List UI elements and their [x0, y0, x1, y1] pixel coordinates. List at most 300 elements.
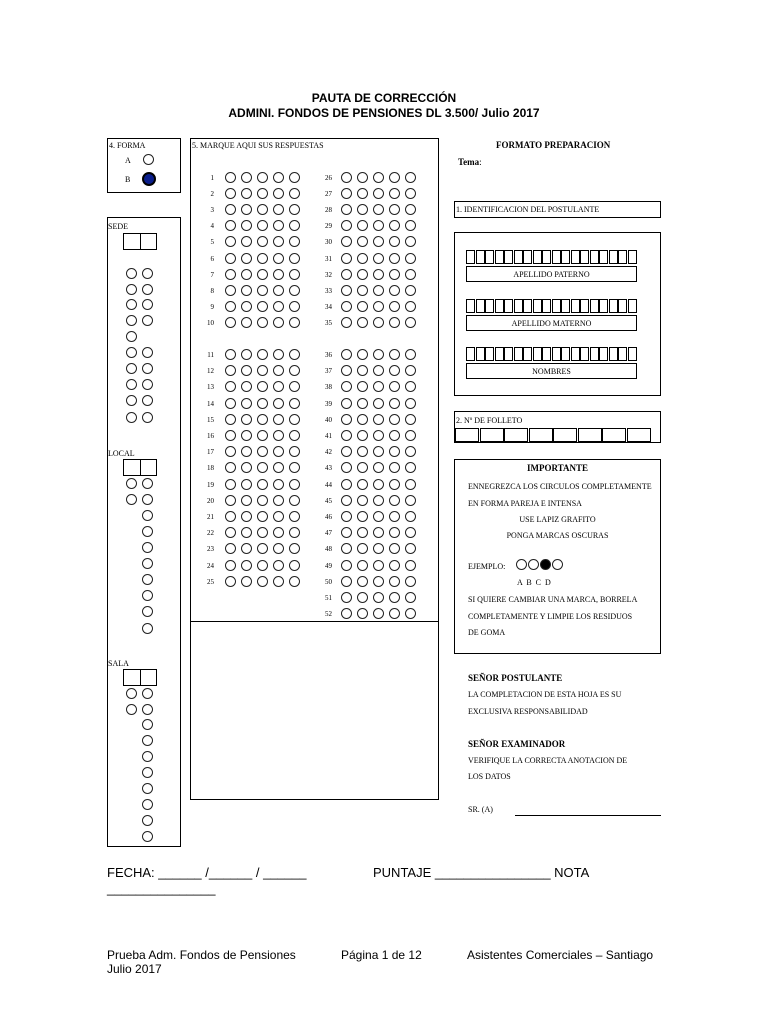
- answer-bubble[interactable]: [373, 253, 384, 264]
- answer-bubble[interactable]: [225, 511, 236, 522]
- local-label: LOCAL: [108, 449, 135, 458]
- apellido-materno-cell[interactable]: [466, 299, 475, 313]
- answer-bubble[interactable]: [241, 269, 252, 280]
- answer-bubble[interactable]: [357, 317, 368, 328]
- answer-bubble[interactable]: [405, 414, 416, 425]
- answer-bubble[interactable]: [389, 349, 400, 360]
- answer-bubble[interactable]: [373, 592, 384, 603]
- answer-bubble[interactable]: [289, 576, 300, 587]
- answer-bubble[interactable]: [389, 495, 400, 506]
- local-bubble[interactable]: [126, 478, 137, 489]
- sede-bubble[interactable]: [142, 315, 153, 326]
- local-bubble[interactable]: [126, 494, 137, 505]
- question-number: 24: [207, 561, 214, 570]
- apellido-paterno-cell[interactable]: [618, 250, 627, 264]
- answer-bubble[interactable]: [373, 479, 384, 490]
- apellido-paterno-cell[interactable]: [628, 250, 637, 264]
- nombres-cell[interactable]: [599, 347, 608, 361]
- answer-bubble[interactable]: [289, 560, 300, 571]
- answer-bubble[interactable]: [273, 253, 284, 264]
- answer-bubble[interactable]: [373, 414, 384, 425]
- question-number: 20: [207, 496, 214, 505]
- answer-bubble[interactable]: [273, 495, 284, 506]
- local-code-box[interactable]: [123, 459, 157, 476]
- apellido-materno-cell[interactable]: [485, 299, 494, 313]
- answer-bubble[interactable]: [289, 301, 300, 312]
- answer-bubble[interactable]: [405, 317, 416, 328]
- answer-bubble[interactable]: [241, 398, 252, 409]
- answer-bubble[interactable]: [273, 172, 284, 183]
- apellido-paterno-cell[interactable]: [552, 250, 561, 264]
- answer-bubble[interactable]: [273, 398, 284, 409]
- apellido-materno-cell[interactable]: [542, 299, 551, 313]
- answer-bubble[interactable]: [357, 172, 368, 183]
- question-number: 45: [325, 496, 332, 505]
- nombres-cell[interactable]: [514, 347, 523, 361]
- apellido-paterno-cell[interactable]: [571, 250, 580, 264]
- sede-bubble[interactable]: [126, 347, 137, 358]
- sala-bubble[interactable]: [126, 704, 137, 715]
- folleto-cell[interactable]: [504, 428, 528, 442]
- answer-bubble[interactable]: [257, 301, 268, 312]
- examinador-line2: LOS DATOS: [468, 772, 511, 781]
- ejemplo-letters: A B C D: [517, 578, 552, 587]
- answer-bubble[interactable]: [257, 285, 268, 296]
- answer-bubble[interactable]: [341, 576, 352, 587]
- answer-bubble[interactable]: [341, 560, 352, 571]
- apellido-paterno-cell[interactable]: [609, 250, 618, 264]
- answer-bubble[interactable]: [273, 560, 284, 571]
- answer-bubble[interactable]: [341, 479, 352, 490]
- answer-bubble[interactable]: [225, 253, 236, 264]
- nombres-cell[interactable]: [476, 347, 485, 361]
- identificacion-label: 1. IDENTIFICACION DEL POSTULANTE: [456, 205, 600, 214]
- answer-bubble[interactable]: [373, 576, 384, 587]
- answer-bubble[interactable]: [341, 317, 352, 328]
- answer-bubble[interactable]: [341, 430, 352, 441]
- answer-bubble[interactable]: [257, 398, 268, 409]
- answer-bubble[interactable]: [389, 511, 400, 522]
- sala-bubble[interactable]: [142, 799, 153, 810]
- answer-bubble[interactable]: [389, 479, 400, 490]
- answer-bubble[interactable]: [405, 592, 416, 603]
- apellido-paterno-cell[interactable]: [514, 250, 523, 264]
- nombres-cell[interactable]: [542, 347, 551, 361]
- answer-bubble[interactable]: [289, 398, 300, 409]
- answer-bubble[interactable]: [257, 349, 268, 360]
- sede-bubble[interactable]: [126, 412, 137, 423]
- folleto-cell[interactable]: [627, 428, 651, 442]
- answer-bubble[interactable]: [257, 479, 268, 490]
- nombres-cell[interactable]: [618, 347, 627, 361]
- question-number: 13: [207, 383, 214, 392]
- question-number: 18: [207, 464, 214, 473]
- answer-bubble[interactable]: [389, 172, 400, 183]
- answer-bubble[interactable]: [241, 560, 252, 571]
- local-bubble[interactable]: [142, 478, 153, 489]
- apellido-paterno-cell[interactable]: [533, 250, 542, 264]
- question-number: 52: [325, 610, 332, 619]
- apellido-paterno-cell[interactable]: [590, 250, 599, 264]
- apellido-materno-cell[interactable]: [628, 299, 637, 313]
- sala-bubble[interactable]: [142, 815, 153, 826]
- sede-bubble[interactable]: [126, 395, 137, 406]
- sede-bubble[interactable]: [142, 299, 153, 310]
- answer-bubble[interactable]: [257, 576, 268, 587]
- sala-bubble[interactable]: [142, 688, 153, 699]
- answer-bubble[interactable]: [357, 253, 368, 264]
- answer-bubble[interactable]: [273, 269, 284, 280]
- answer-bubble[interactable]: [225, 398, 236, 409]
- sala-bubble[interactable]: [142, 831, 153, 842]
- answer-bubble[interactable]: [357, 285, 368, 296]
- question-number: 29: [325, 222, 332, 231]
- answer-bubble[interactable]: [357, 269, 368, 280]
- answer-bubble[interactable]: [405, 479, 416, 490]
- question-number: 16: [207, 432, 214, 440]
- answer-bubble[interactable]: [341, 495, 352, 506]
- sede-bubble[interactable]: [142, 347, 153, 358]
- local-bubble[interactable]: [142, 623, 153, 634]
- answer-bubble[interactable]: [241, 285, 252, 296]
- answer-bubble[interactable]: [373, 495, 384, 506]
- answer-bubble[interactable]: [289, 349, 300, 360]
- answer-bubble[interactable]: [373, 511, 384, 522]
- sala-bubble[interactable]: [142, 719, 153, 730]
- answer-bubble[interactable]: [241, 317, 252, 328]
- nombres-label: NOMBRES: [532, 367, 571, 376]
- apellido-paterno-cell[interactable]: [485, 250, 494, 264]
- answer-bubble[interactable]: [241, 495, 252, 506]
- answer-bubble[interactable]: [289, 269, 300, 280]
- answer-bubble[interactable]: [289, 414, 300, 425]
- apellido-paterno-cell[interactable]: [542, 250, 551, 264]
- folleto-cell[interactable]: [455, 428, 479, 442]
- answer-bubble[interactable]: [257, 269, 268, 280]
- answer-bubble[interactable]: [225, 172, 236, 183]
- folleto-cell[interactable]: [529, 428, 553, 442]
- importante-line7: DE GOMA: [468, 628, 506, 637]
- answer-bubble[interactable]: [241, 253, 252, 264]
- answer-bubble[interactable]: [341, 398, 352, 409]
- sala-bubble[interactable]: [142, 735, 153, 746]
- answer-bubble[interactable]: [405, 398, 416, 409]
- answer-bubble[interactable]: [257, 253, 268, 264]
- sede-bubble[interactable]: [142, 284, 153, 295]
- local-bubble[interactable]: [142, 542, 153, 553]
- apellido-paterno-cell[interactable]: [504, 250, 513, 264]
- nombres-cell[interactable]: [580, 347, 589, 361]
- answer-bubble[interactable]: [373, 317, 384, 328]
- answer-bubble[interactable]: [357, 592, 368, 603]
- local-bubble[interactable]: [142, 574, 153, 585]
- apellido-materno-cell[interactable]: [504, 299, 513, 313]
- answer-bubble[interactable]: [273, 349, 284, 360]
- answer-bubble[interactable]: [357, 430, 368, 441]
- sede-bubble[interactable]: [142, 412, 153, 423]
- forma-option-b-bubble-filled[interactable]: [142, 172, 156, 186]
- apellido-materno-cell[interactable]: [561, 299, 570, 313]
- local-bubble[interactable]: [142, 526, 153, 537]
- apellido-paterno-cell[interactable]: [580, 250, 589, 264]
- answer-bubble[interactable]: [257, 495, 268, 506]
- sr-signature-line[interactable]: [515, 815, 661, 816]
- answer-bubble[interactable]: [225, 495, 236, 506]
- answer-bubble[interactable]: [225, 430, 236, 441]
- answer-bubble[interactable]: [341, 172, 352, 183]
- answer-bubble[interactable]: [357, 511, 368, 522]
- answer-bubble[interactable]: [289, 511, 300, 522]
- apellido-materno-cell[interactable]: [495, 299, 504, 313]
- fecha-field[interactable]: FECHA: ______ /______ / ______: [107, 865, 307, 880]
- nota-line[interactable]: _______________: [107, 881, 216, 896]
- sede-bubble[interactable]: [142, 268, 153, 279]
- sede-bubble[interactable]: [126, 299, 137, 310]
- folleto-cell[interactable]: [480, 428, 504, 442]
- sede-code-box[interactable]: [123, 233, 157, 250]
- apellido-materno-cell[interactable]: [514, 299, 523, 313]
- ejemplo-bubble-d: [552, 559, 563, 570]
- sala-code-box[interactable]: [123, 669, 157, 686]
- apellido-materno-cell[interactable]: [599, 299, 608, 313]
- answer-bubble[interactable]: [373, 560, 384, 571]
- question-number: 3: [210, 206, 214, 215]
- answer-bubble[interactable]: [373, 430, 384, 441]
- local-bubble[interactable]: [142, 494, 153, 505]
- answer-bubble[interactable]: [373, 301, 384, 312]
- apellido-paterno-cell[interactable]: [466, 250, 475, 264]
- answer-bubble[interactable]: [273, 430, 284, 441]
- answer-bubble[interactable]: [289, 430, 300, 441]
- answer-bubble[interactable]: [389, 285, 400, 296]
- question-number: 46: [325, 513, 332, 521]
- answer-bubble[interactable]: [405, 495, 416, 506]
- apellido-materno-cell[interactable]: [571, 299, 580, 313]
- folleto-cell[interactable]: [578, 428, 602, 442]
- folleto-cell[interactable]: [602, 428, 626, 442]
- answer-bubble[interactable]: [341, 592, 352, 603]
- answer-bubble[interactable]: [225, 576, 236, 587]
- answer-bubble[interactable]: [405, 430, 416, 441]
- answer-bubble[interactable]: [273, 317, 284, 328]
- apellido-paterno-cell[interactable]: [523, 250, 532, 264]
- answer-bubble[interactable]: [225, 301, 236, 312]
- nombres-cell[interactable]: [495, 347, 504, 361]
- answer-bubble[interactable]: [341, 301, 352, 312]
- nombres-cell[interactable]: [523, 347, 532, 361]
- answer-bubble[interactable]: [225, 479, 236, 490]
- footer-left-line1: Prueba Adm. Fondos de Pensiones: [107, 948, 296, 962]
- question-number: 33: [325, 286, 332, 295]
- answer-bubble[interactable]: [389, 301, 400, 312]
- sede-bubble[interactable]: [126, 268, 137, 279]
- answer-bubble[interactable]: [389, 430, 400, 441]
- answer-bubble[interactable]: [405, 576, 416, 587]
- answer-bubble[interactable]: [257, 317, 268, 328]
- answer-bubble[interactable]: [389, 414, 400, 425]
- answer-bubble[interactable]: [225, 317, 236, 328]
- answer-bubble[interactable]: [405, 301, 416, 312]
- sede-bubble[interactable]: [126, 315, 137, 326]
- answer-bubble[interactable]: [341, 349, 352, 360]
- local-bubble[interactable]: [142, 606, 153, 617]
- answer-bubble[interactable]: [225, 349, 236, 360]
- sala-bubble[interactable]: [142, 704, 153, 715]
- answer-bubble[interactable]: [273, 414, 284, 425]
- answer-bubble[interactable]: [289, 285, 300, 296]
- apellido-paterno-cell[interactable]: [495, 250, 504, 264]
- question-number: 31: [325, 254, 332, 263]
- answer-bubble[interactable]: [405, 269, 416, 280]
- answer-bubble[interactable]: [389, 317, 400, 328]
- answer-bubble[interactable]: [389, 269, 400, 280]
- apellido-materno-cell[interactable]: [533, 299, 542, 313]
- question-number: 39: [325, 399, 332, 408]
- answer-bubble[interactable]: [341, 414, 352, 425]
- sala-bubble[interactable]: [142, 751, 153, 762]
- answer-bubble[interactable]: [241, 301, 252, 312]
- answer-bubble[interactable]: [405, 172, 416, 183]
- apellido-materno-cell[interactable]: [523, 299, 532, 313]
- folleto-cell[interactable]: [553, 428, 577, 442]
- answer-bubble[interactable]: [257, 511, 268, 522]
- answer-bubble[interactable]: [241, 172, 252, 183]
- answer-bubble[interactable]: [357, 479, 368, 490]
- apellido-materno-cell[interactable]: [580, 299, 589, 313]
- nombres-cell[interactable]: [571, 347, 580, 361]
- importante-line6: COMPLETAMENTE Y LIMPIE LOS RESIDUOS: [468, 612, 633, 621]
- answer-bubble[interactable]: [241, 430, 252, 441]
- sede-bubble[interactable]: [142, 379, 153, 390]
- answer-bubble[interactable]: [357, 495, 368, 506]
- apellido-materno-cell[interactable]: [476, 299, 485, 313]
- answer-bubble[interactable]: [389, 398, 400, 409]
- answer-bubble[interactable]: [405, 285, 416, 296]
- nombres-cell[interactable]: [466, 347, 475, 361]
- answer-bubble[interactable]: [241, 349, 252, 360]
- answer-bubble[interactable]: [389, 560, 400, 571]
- answer-bubble[interactable]: [357, 560, 368, 571]
- answer-bubble[interactable]: [257, 414, 268, 425]
- answer-bubble[interactable]: [373, 172, 384, 183]
- footer-page-number: Página 1 de 12: [341, 948, 422, 962]
- answer-bubble[interactable]: [289, 317, 300, 328]
- forma-option-a-bubble[interactable]: [143, 154, 154, 165]
- answer-bubble[interactable]: [341, 511, 352, 522]
- forma-label: 4. FORMA: [109, 141, 146, 150]
- nombres-cell[interactable]: [504, 347, 513, 361]
- answer-bubble[interactable]: [273, 511, 284, 522]
- sede-bubble[interactable]: [142, 395, 153, 406]
- answer-bubble[interactable]: [241, 414, 252, 425]
- sala-bubble[interactable]: [142, 767, 153, 778]
- question-number: 47: [325, 529, 332, 538]
- answer-bubble[interactable]: [373, 349, 384, 360]
- answer-bubble[interactable]: [289, 479, 300, 490]
- apellido-paterno-cell[interactable]: [561, 250, 570, 264]
- answer-bubble[interactable]: [341, 269, 352, 280]
- answer-bubble[interactable]: [257, 172, 268, 183]
- answer-bubble[interactable]: [357, 301, 368, 312]
- nombres-cell[interactable]: [628, 347, 637, 361]
- apellido-materno-cell[interactable]: [590, 299, 599, 313]
- answer-bubble[interactable]: [357, 414, 368, 425]
- answer-bubble[interactable]: [273, 576, 284, 587]
- apellido-materno-cell[interactable]: [609, 299, 618, 313]
- answer-bubble[interactable]: [225, 269, 236, 280]
- puntaje-nota-field[interactable]: PUNTAJE ________________ NOTA: [373, 865, 590, 880]
- answer-bubble[interactable]: [389, 576, 400, 587]
- nombres-cell[interactable]: [590, 347, 599, 361]
- answer-bubble[interactable]: [225, 414, 236, 425]
- answer-bubble[interactable]: [341, 253, 352, 264]
- tema-field[interactable]: [458, 157, 482, 167]
- answer-bubble[interactable]: [273, 479, 284, 490]
- sede-bubble[interactable]: [142, 363, 153, 374]
- nombres-cell[interactable]: [533, 347, 542, 361]
- sede-bubble[interactable]: [126, 379, 137, 390]
- apellido-materno-cell[interactable]: [552, 299, 561, 313]
- question-number: 30: [325, 238, 332, 247]
- local-bubble[interactable]: [142, 558, 153, 569]
- sede-label: SEDE: [108, 222, 128, 231]
- postulante-line2: EXCLUSIVA RESPONSABILIDAD: [468, 707, 588, 716]
- apellido-paterno-cell[interactable]: [476, 250, 485, 264]
- apellido-paterno-cell[interactable]: [599, 250, 608, 264]
- answer-bubble[interactable]: [257, 560, 268, 571]
- local-bubble[interactable]: [142, 590, 153, 601]
- answer-bubble[interactable]: [225, 285, 236, 296]
- sede-bubble[interactable]: [126, 284, 137, 295]
- answer-bubble[interactable]: [405, 560, 416, 571]
- answer-bubble[interactable]: [241, 479, 252, 490]
- folleto-label: 2. Nº DE FOLLETO: [456, 416, 523, 425]
- answer-bubble[interactable]: [289, 495, 300, 506]
- answer-bubble[interactable]: [273, 285, 284, 296]
- answer-bubble[interactable]: [357, 349, 368, 360]
- answer-bubble[interactable]: [389, 592, 400, 603]
- apellido-materno-cell[interactable]: [618, 299, 627, 313]
- answer-bubble[interactable]: [389, 253, 400, 264]
- answer-bubble[interactable]: [405, 349, 416, 360]
- question-number: 7: [210, 270, 214, 279]
- nombres-cell[interactable]: [485, 347, 494, 361]
- answer-bubble[interactable]: [289, 253, 300, 264]
- local-bubble[interactable]: [142, 510, 153, 521]
- answer-bubble[interactable]: [257, 430, 268, 441]
- answer-bubble[interactable]: [357, 576, 368, 587]
- answer-bubble[interactable]: [373, 398, 384, 409]
- sala-bubble[interactable]: [142, 783, 153, 794]
- answer-bubble[interactable]: [405, 253, 416, 264]
- sede-bubble[interactable]: [126, 331, 137, 342]
- answer-bubble[interactable]: [357, 398, 368, 409]
- nombres-cell[interactable]: [561, 347, 570, 361]
- answer-bubble[interactable]: [241, 511, 252, 522]
- answer-bubble[interactable]: [225, 560, 236, 571]
- answer-bubble[interactable]: [341, 285, 352, 296]
- answer-bubble[interactable]: [373, 285, 384, 296]
- nombres-cell[interactable]: [552, 347, 561, 361]
- answer-bubble[interactable]: [241, 576, 252, 587]
- sede-bubble[interactable]: [126, 363, 137, 374]
- answer-bubble[interactable]: [405, 511, 416, 522]
- nombres-cell[interactable]: [609, 347, 618, 361]
- answer-bubble[interactable]: [373, 269, 384, 280]
- answer-bubble[interactable]: [273, 301, 284, 312]
- answer-bubble[interactable]: [289, 172, 300, 183]
- sala-bubble[interactable]: [126, 688, 137, 699]
